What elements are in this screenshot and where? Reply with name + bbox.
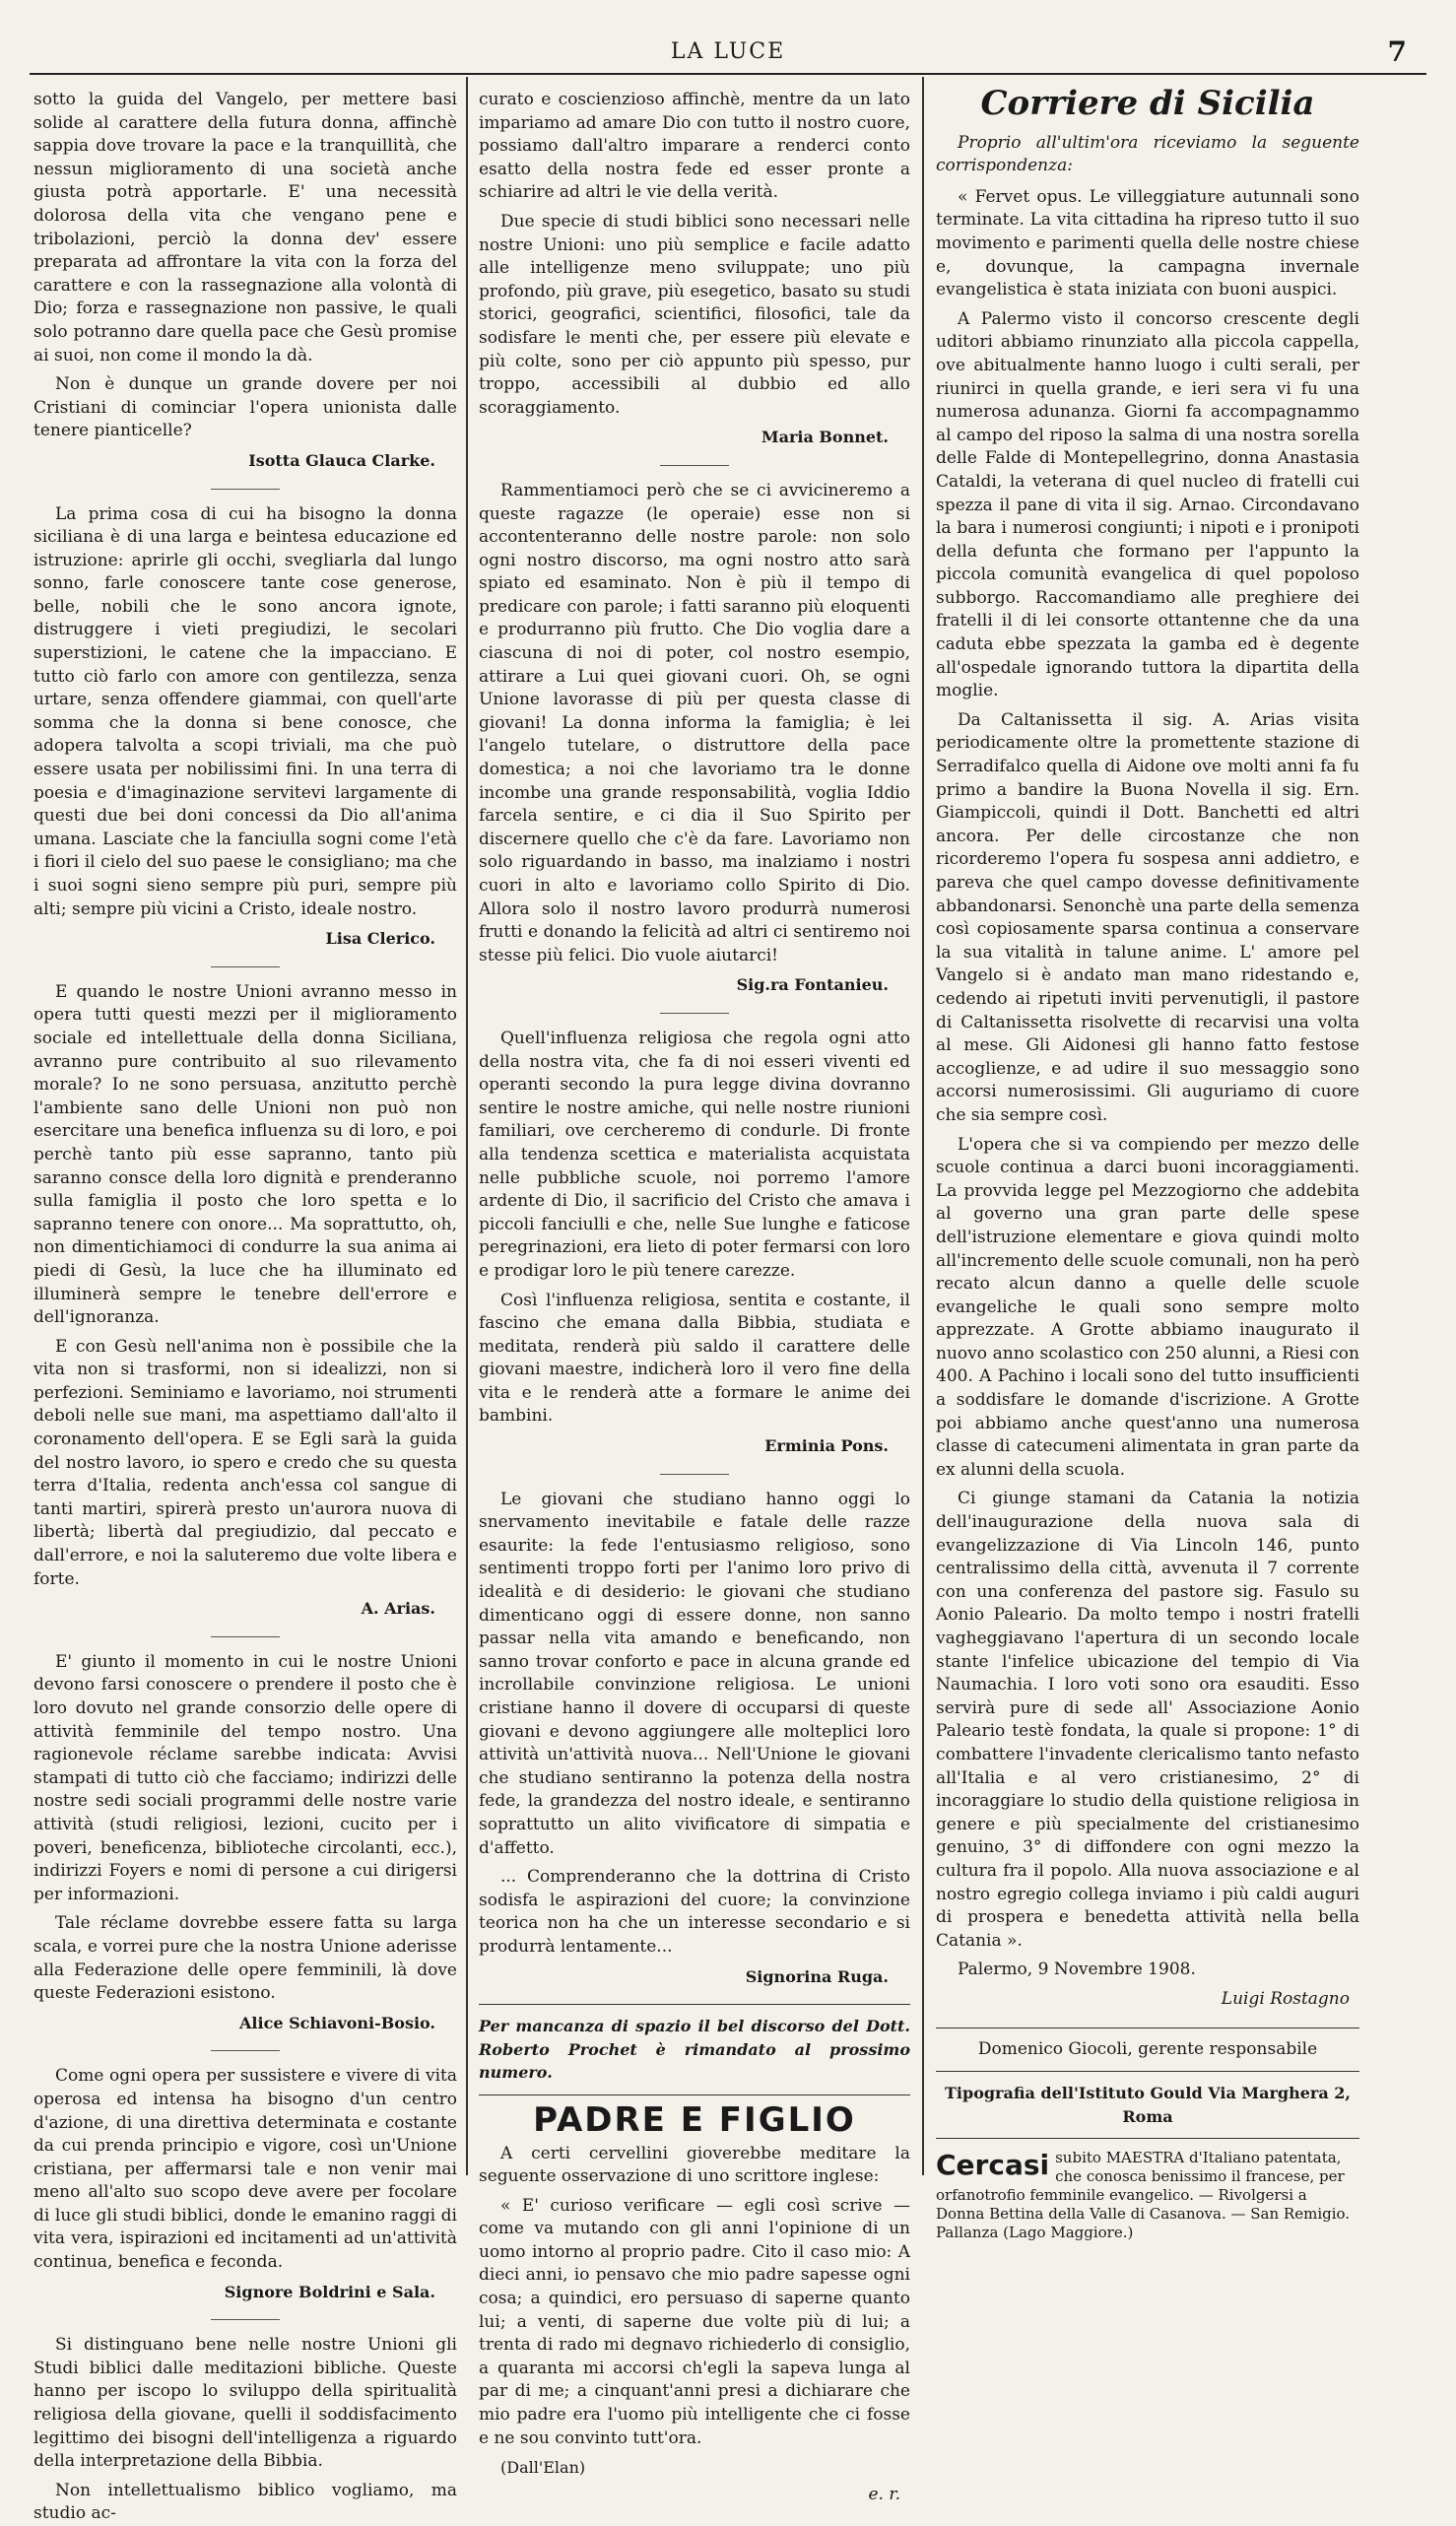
paragraph: A Palermo visto il concorso crescente degli uditori abbiamo rinunziato alla piccola cappella, ove abitualmente hanno luogo i culti serali, per riunirci in quella grande, e ieri sera vi fu una numerosa adunanza. Giorni fa accompagnammo al campo del riposo la salma di una nostra sorella delle Falde di Montepellegrino, donna Anastasia Cataldi, la veterana di quel nucleo di fratelli cui spezza il pane di vita il sig. Arnao. Circondavano la bara i numerosi congiunti; i nipoti e i pronipoti della defunta che formano per l'appunto la piccola comunità evangelica di quel popoloso subborgo. Raccomandiamo alle preghiere dei fratelli il di lei consorte ottantenne che da una caduta ebbe spezzata la gamba ed è degente all'ospedale ignorando tuttora la dipartita della moglie.	[936, 308, 1359, 701]
editorial-note: Per mancanza di spazio il bel discorso del Dott. Roberto Prochet è rimandato al prossimo numero.	[479, 2017, 910, 2083]
paragraph: E con Gesù nell'anima non è possibile che la vita non si trasformi, non si idealizzi, non si perfezioni. Seminiamo e lavoriamo, noi strumenti deboli nelle sue mani, ma aspettiamo dall'alto il coronamento dell'opera. E se Egli sarà la guida del nostro lavoro, io spero e credo che su questa terra d'Italia, redenta anch'essa col sangue di tanti martiri, spirerà presto un'aurora nuova di libertà; libertà dal pregiudizio, dal peccato e dall'errore, e noi la saluteremo due volte libera e forte.	[33, 1336, 457, 1589]
signature: Signore Boldrini e Sala.	[224, 2282, 435, 2301]
paragraph: Quell'influenza religiosa che regola ogni atto della nostra vita, che fa di noi esseri viventi ed operanti secondo la pura legge divina dovranno sentire le nostre amiche, qui nelle nostre riunioni familiari, ove cercheremo di condurle. Di fronte alla tendenza scettica e materialista acquistata nelle pubbliche scuole, noi porremo l'amore ardente di Dio, il sacrificio del Cristo che amava i piccoli fanciulli e che, nelle Sue lunghe e faticose peregrinazioni, era lieto di poter fermarsi con loro e prodigar loro le più tenere carezze.	[479, 1028, 910, 1281]
rule	[936, 2027, 1359, 2028]
paragraph: Ci giunge stamani da Catania la notizia dell'inaugurazione della nuova sala di evangelizzazione di Via Lincoln 146, punto centralissimo della città, avvenuta il 7 corrente con una conferenza del pastore sig. Fasulo su Aonio Paleario. Da molto tempo i nostri fratelli vagheggiavano l'apertura di un secondo locale stante l'infelice ubicazione del tempio di Via Naumachia. I loro voti sono ora esauditi. Esso servirà pure di sede all' Associazione Aonio Paleario testè fondata, la quale si propone: 1° di combattere l'invadente clericalismo tanto nefasto all'Italia e al vero cristianesimo, 2° di incoraggiare lo studio della quistione religiosa in genere e più specialmente del cristianesimo genuino, 3° di diffondere con ogni mezzo la cultura fra il popolo. Alla nuova associazione e al nostro egregio collega inviamo i più caldi auguri di prospera e benedetta attività nella bella Catania ».	[936, 1489, 1359, 1951]
running-head: LA LUCE	[670, 39, 786, 64]
paragraph: E quando le nostre Unioni avranno messo in opera tutti questi mezzi per il miglioramento sociale ed intellettuale della donna Siciliana, avranno pure contribuito al suo rilevamento morale? Io ne sono persuasa, anzitutto perchè l'ambiente sano delle Unioni non può non esercitare una benefica influenza su di loro, e poi perchè tanto più esse sapranno, tanto più saranno consce della loro dignità e prenderanno sulla famiglia il posto che loro spetta e lo sapranno tenere con onore... Ma soprattutto, oh, non dimentichiamoci di condurre la sua anima ai piedi di Gesù, la luce che ha illuminato ed illuminerà sempre le tenebre dell'errore e dell'ignoranza.	[33, 981, 457, 1328]
column-2	[479, 89, 910, 2504]
paragraph: E' giunto il momento in cui le nostre Unioni devono farsi conoscere o prendere il posto che è loro dovuto nel grande consorzio delle opere di attività femminile del tempo nostro. Una ragionevole réclame sarebbe indicata: Avvisi stampati di tutto ciò che facciamo; indirizzi delle nostre sedi sociali programmi delle nostre varie attività (studi religiosi, lezioni, cucito per i poveri, beneficenza, biblioteche circolanti, ecc.), indirizzi Foyers e nomi di persone a cui dirigersi per informazioni.	[33, 1651, 457, 1904]
rule	[479, 2094, 910, 2095]
paragraph: « E' curioso verificare — egli così scrive — come va mutando con gli anni l'opinione di un uomo intorno al proprio padre. Cito il caso mio: A dieci anni, io pensavo che mio padre sapesse ogni cosa; a quindici, ero persuaso di saperne quanto lui; a venti, di saperne due volte più di lui; a trenta di rado mi degnavo richiederlo di consiglio, a quaranta mi accorsi ch'egli la sapeva lunga al par di me; a cinquant'anni presi a dichiarare che mio padre era l'uomo più intelligente che ci fosse e ne sou convinto tutt'ora.	[479, 2195, 910, 2448]
section-title: Corriere di Sicilia	[980, 84, 1315, 123]
paragraph: sotto la guida del Vangelo, per mettere basi solide al carattere della futura donna, affinchè sappia dove trovare la pace e la tranquillità, che nessun miglioramento di una società anche giusta potrà apportarle. E' una necessità dolorosa della vita che vengano pene e tribolazioni, perciò la donna dev' essere preparata ad affrontare la vita con la forza del carattere e con la rassegnazione alla volontà di Dio; forza e rassegnazione non passive, le quali solo potranno dare quella pace che Gesù promise ai suoi, non come il mondo la dà.	[33, 90, 457, 366]
paragraph: Si distinguano bene nelle nostre Unioni gli Studi biblici dalle meditazioni bibliche. Queste hanno per iscopo lo sviluppo della spiritualità religiosa della giovane, quelli il soddisfacimento legittimo dei bisogni dell'intelligenza a riguardo della interpretazione della Bibbia.	[33, 2335, 457, 2472]
separator	[211, 2319, 280, 2320]
paragraph: Come ogni opera per sussistere e vivere di vita operosa ed intensa ha bisogno d'un centro d'azione, di una direttiva determinata e costante da cui prenda principio e vigore, così un'Unione cristiana, per affermarsi tale e non venir mai meno all'alto suo scopo deve avere per focolare di luce gli studi biblici, donde le emanino raggi di vita vera, ispirazioni ed incitamenti ad un'attività continua, benefica e feconda.	[33, 2066, 457, 2273]
signature: Sig.ra Fontanieu.	[736, 975, 889, 995]
page-header	[30, 35, 1426, 69]
paragraph: Tale réclame dovrebbe essere fatta su larga scala, e vorrei pure che la nostra Unione aderisse alla Federazione delle opere femminili, là dove queste Federazioni esistono.	[33, 1913, 457, 2004]
author-initials: e. r.	[868, 2484, 900, 2504]
separator	[211, 966, 280, 967]
signature: Alice Schiavoni-Bosio.	[239, 2013, 435, 2032]
paragraph: « Fervet opus. Le villeggiature autunnali sono terminate. La vita cittadina ha ripreso tutto il suo movimento e parimenti quella delle nostre chiese e, dovunque, la campagna invernale evangelistica è stata iniziata con buoni auspici.	[936, 186, 1359, 300]
paragraph: curato e coscienzioso affinchè, mentre da un lato impariamo ad amare Dio con tutto il nostro cuore, possiamo dall'altro imparare a renderci conto esatto della nostra fede ed esser pronte a schiarire ad altri le vie della verità.	[479, 90, 910, 203]
paragraph: Da Caltanissetta il sig. A. Arias visita periodicamente oltre la promettente stazione di Serradifalco quella di Aidone ove molti anni fa fu primo a bandire la Buona Novella il sig. Ern. Giampiccoli, quindi il Dott. Banchetti ed altri ancora. Per delle circostanze che non ricorderemo l'opera fu sospesa anni addietro, e pareva che quel campo dovesse definitivamente abbandonarsi. Senonchè una parte della semenza così copiosamente sparsa continua a conservare la sua vitalità in talune anime. L' amore pel Vangelo si è andato man mano ridestando e, cedendo ai ripetuti inviti pervenutigli, il pastore di Caltanissetta risolvette di recarvisi una volta al mese. Gli Aidonesi gli hanno fatto festose accoglienze, e ad udire il suo messaggio sono accorsi numerosissimi. Gli auguriamo di cuore che sia sempre così.	[936, 709, 1359, 1125]
signature: Signorina Ruga.	[745, 1966, 889, 1986]
author-signature: Luigi Rostagno	[1221, 1988, 1350, 2009]
column-1	[33, 89, 457, 2524]
paragraph: Così l'influenza religiosa, sentita e costante, il fascino che emana dalla Bibbia, studiata e meditata, renderà più saldo il carattere delle giovani maestre, indicherà loro il vero fine della vita e le renderà atte a formare le anime dei bambini.	[479, 1290, 910, 1427]
signature: Isotta Glauca Clarke.	[248, 450, 435, 470]
paragraph: A certi cervellini gioverebbe meditare la seguente osservazione di uno scrittore inglese:	[479, 2143, 910, 2187]
separator	[660, 465, 729, 466]
printer-line: Tipografia dell'Istituto Gould Via Marghera 2, Roma	[945, 2084, 1351, 2126]
header-rule	[30, 73, 1426, 75]
separator	[660, 1474, 729, 1475]
paragraph: ... Comprenderanno che la dottrina di Cristo sodisfa le aspirazioni del cuore; la convinzione teorica non ha che un interesse secondario e si produrrà lentamente...	[479, 1867, 910, 1957]
signature: Lisa Clerico.	[325, 929, 435, 949]
signature: A. Arias.	[361, 1599, 435, 1619]
rule	[479, 2004, 910, 2005]
dateline: Palermo, 9 Novembre 1908.	[958, 1960, 1196, 1980]
classified-ad	[936, 2149, 1359, 2242]
responsible-manager: Domenico Giocoli, gerente responsabile	[977, 2038, 1318, 2059]
ad-text: subito MAESTRA d'Italiano patentata, che conosca benissimo il francese, per orfanotrofio femminile evangelico. — Rivolgersi a Donna Bettina della Valle di Casanova. — San Remigio. Pallanza (Lago Maggiore.)	[936, 2149, 1351, 2242]
paragraph: Non intellettualismo biblico vogliamo, ma studio ac-	[33, 2480, 457, 2524]
separator	[211, 2050, 280, 2051]
paragraph: L'opera che si va compiendo per mezzo delle scuole continua a darci buoni incoraggiamenti. La provvida legge pel Mezzogiorno che addebita al governo una gran parte delle spese dell'istruzione elementare e giova quindi molto all'incremento delle scuole comunali, non ha però recato alcun danno a quelle delle scuole evangeliche le quali sono sempre molto apprezzate. A Grotte abbiamo inaugurato il nuovo anno scolastico con 250 alunni, a Riesi con 400. A Pachino i locali sono del tutto insufficienti a soddisfare le domande d'iscrizione. A Grotte poi abbiamo anche quest'anno una numerosa classe di catecumeni alimentata in gran parte da ex alunni della scuola.	[936, 1134, 1359, 1480]
separator	[660, 1013, 729, 1014]
paragraph: Rammentiamoci però che se ci avvicineremo a queste ragazze (le operaie) esse non si accontenteranno delle nostre parole: non solo ogni nostro discorso, ma ogni nostro atto sarà spiato ed esaminato. Non è più il tempo di predicare con parole; i fatti saranno più eloquenti e produrranno più frutto. Che Dio voglia dare a ciascuna di noi di poter, col nostro esempio, attirare a Lui quei giovani cuori. Oh, se ogni Unione lavorasse di più per questa classe di giovani! La donna informa la famiglia; è lei l'angelo tutelare, o distruttore della pace domestica; a noi che lavoriamo tra le donne incombe una grande responsabilità, voglia Iddio farcela sentire, e ci dia il Suo Spirito per discernere quello che c'è da fare. Lavoriamo non solo riguardando in basso, ma inalziamo i nostri cuori in alto e lavoriamo collo Spirito di Dio. Allora solo il nostro lavoro produrrà numerosi frutti e donando la felicità ad altri ci sentiremo noi stesse più felici. Dio vuole aiutarci!	[479, 480, 910, 965]
page-number: 7	[1387, 35, 1407, 68]
paragraph: Non è dunque un grande dovere per noi Cristiani di cominciar l'opera unionista dalle tenere pianticelle?	[33, 374, 457, 441]
separator	[211, 489, 280, 490]
article-title: PADRE E FIGLIO	[533, 2099, 856, 2140]
separator	[211, 1636, 280, 1637]
section-intro: Proprio all'ultim'ora riceviamo la seguente corrispondenza:	[936, 132, 1359, 176]
ad-keyword: Cercasi	[936, 2149, 1050, 2182]
source-note: (Dall'Elan)	[500, 2458, 586, 2478]
paragraph: Due specie di studi biblici sono necessari nelle nostre Unioni: uno più semplice e facile adatto alle intelligenze meno sviluppate; uno più profondo, più grave, più esegetico, basato su studi storici, geografici, scientifici, filosofici, tale da sodisfare le menti che, per essere più elevate e più colte, sono per ciò appunto più spesso, pur troppo, accessibili al dubbio ed allo scoraggiamento.	[479, 211, 910, 418]
signature: Maria Bonnet.	[761, 428, 889, 447]
paragraph: La prima cosa di cui ha bisogno la donna siciliana è di una larga e beintesa educazione ed istruzione: aprirle gli occhi, svegliarla dal lungo sonno, farle conoscere tante cose generose, belle, nobili che le sono ancora ignote, distruggere i vieti pregiudizi, le secolari superstizioni, le catene che la impacciano. E tutto ciò farlo con amore con gentilezza, senza urtare, senza offendere giammai, con quell'arte somma che la donna si bene conosce, che adopera talvolta a scopi triviali, ma che può essere usata per nobilissimi fini. In una terra di poesia e d'imaginazione servitevi largamente di questi due bei doni concessi da Dio all'anima umana. Lasciate che la fanciulla sogni come l'età i fiori il cielo del suo paese le consigliano; ma che i suoi sogni sieno sempre più puri, sempre più alti; sempre più vicini a Cristo, ideale nostro.	[33, 503, 457, 919]
column-3	[936, 84, 1359, 2242]
rule	[936, 2071, 1359, 2072]
signature: Erminia Pons.	[764, 1436, 889, 1456]
paragraph: Le giovani che studiano hanno oggi lo snervamento inevitabile e fatale delle razze esaurite: la fede l'entusiasmo religioso, sono sentimenti troppo forti per l'animo loro privo di idealità e di desiderio: le giovani che studiano dimenticano oggi di essere donne, non sanno passar nella vita amando e beneficando, non sanno trovar conforto e pace in alcuna grande ed incrollabile convinzione religiosa. Le unioni cristiane hanno il dovere di occuparsi di queste giovani e devono aggiungere alle molteplici loro attività un'attività nuova... Nell'Unione le giovani che studiano sentiranno la potenza della nostra fede, la grandezza del nostro ideale, e sentiranno soprattutto un alito vivificatore di simpatia e d'affetto.	[479, 1489, 910, 1858]
column-rule-2	[922, 77, 924, 2175]
column-rule-1	[466, 77, 468, 2175]
rule	[936, 2138, 1359, 2139]
